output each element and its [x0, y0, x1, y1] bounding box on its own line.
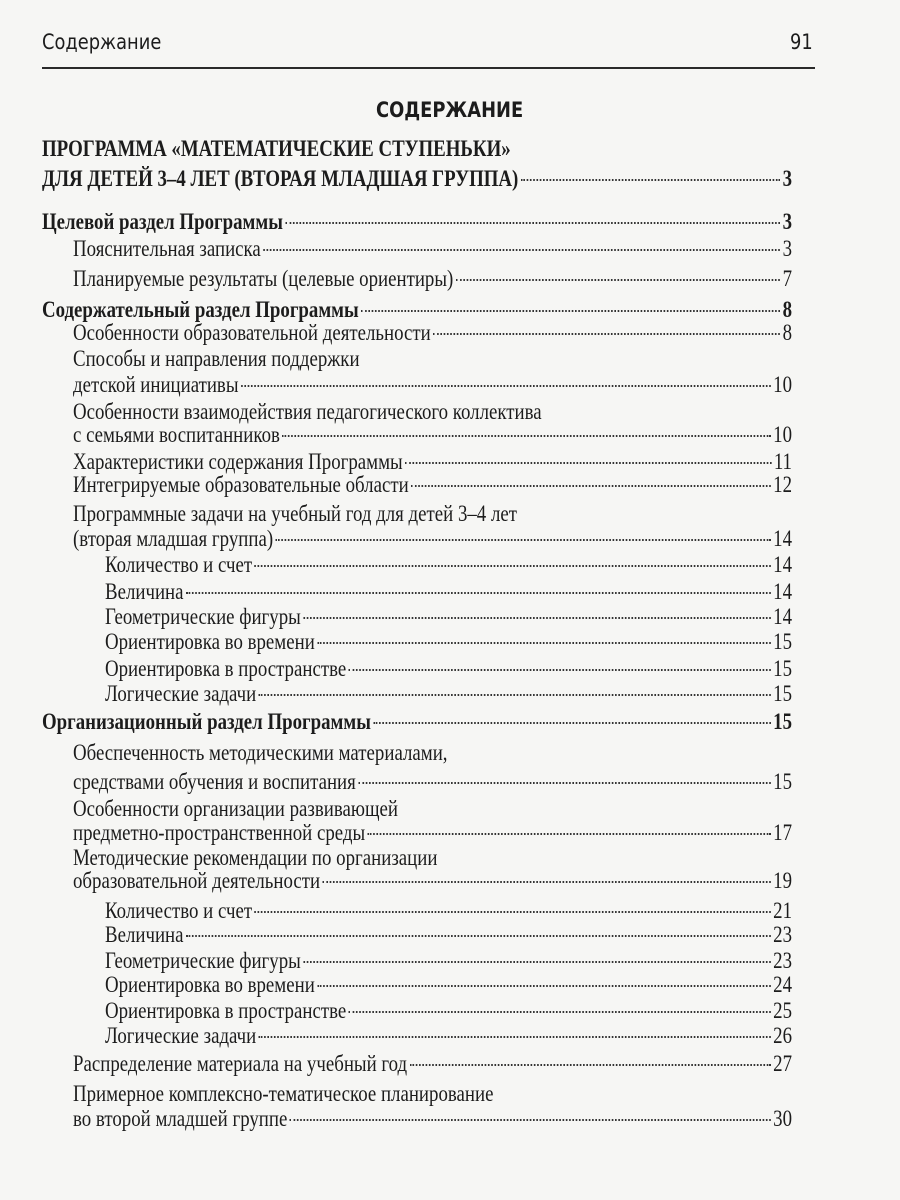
toc-entry-title: детской инициативы: [73, 372, 239, 397]
toc-entry: [73, 1051, 792, 1077]
toc-entry-page: 11: [773, 449, 792, 474]
toc-entry-page: 19: [773, 868, 792, 893]
dot-leader: [373, 722, 770, 724]
dot-leader: [317, 985, 770, 987]
toc-entry: [42, 136, 511, 162]
dot-leader: [285, 222, 780, 224]
toc-entry: [105, 998, 792, 1024]
toc-entry-title: Пояснительная записка: [73, 236, 261, 261]
toc-entry-page: 14: [773, 526, 792, 551]
toc-entry-page: 12: [773, 472, 792, 497]
toc-entry-title: образовательной деятельности: [73, 868, 321, 893]
toc-entry: [73, 820, 792, 846]
toc-entry-title: Методические рекомендации по организации: [73, 845, 438, 870]
toc-entry-title: Особенности взаимодействия педагогического коллектива: [73, 399, 542, 424]
toc-entry: [73, 769, 792, 795]
dot-leader: [456, 279, 780, 281]
dot-leader: [368, 833, 771, 835]
page-title: СОДЕРЖАНИЕ: [376, 98, 524, 122]
toc-entry: [105, 948, 792, 974]
toc-entry: [73, 526, 792, 552]
dot-leader: [405, 462, 771, 464]
toc-entry: [42, 166, 792, 192]
dot-leader: [259, 1036, 771, 1038]
toc-entry: [105, 898, 792, 924]
toc-entry: [73, 868, 792, 894]
toc-entry: [73, 372, 792, 398]
toc-entry-title: Ориентировка в пространстве: [105, 998, 347, 1023]
toc-entry-title: Распределение материала на учебный год: [73, 1051, 408, 1076]
toc-entry-title: Целевой раздел Программы: [42, 209, 283, 234]
toc-entry: [73, 740, 448, 766]
dot-leader: [255, 911, 771, 913]
toc-entry-title: Интегрируемые образовательные области: [73, 472, 409, 497]
toc-entry-page: 21: [773, 898, 792, 923]
toc-entry-page: 14: [773, 552, 792, 577]
toc-entry: [73, 422, 792, 448]
toc-entry-page: 15: [773, 769, 792, 794]
toc-entry-page: 15: [773, 709, 792, 734]
toc-entry-title: (вторая младшая группа): [73, 526, 274, 551]
toc-entry-title: Геометрические фигуры: [105, 948, 301, 973]
dot-leader: [349, 1011, 771, 1013]
toc-entry-page: 24: [773, 972, 792, 997]
toc-entry-page: 7: [782, 266, 792, 291]
toc-entry-title: Количество и счет: [105, 552, 253, 577]
toc-entry-title: Особенности организации развивающей: [73, 796, 398, 821]
running-header-title: Содержание: [42, 30, 162, 54]
toc-entry-title: Логические задачи: [105, 681, 257, 706]
toc-entry: [73, 236, 792, 262]
dot-leader: [410, 1064, 771, 1066]
toc-entry-title: ПРОГРАММА «МАТЕМАТИЧЕСКИЕ СТУПЕНЬКИ»: [42, 136, 511, 161]
toc-entry-page: 27: [773, 1051, 792, 1076]
dot-leader: [290, 1119, 771, 1121]
dot-leader: [241, 385, 771, 387]
dot-leader: [259, 694, 771, 696]
toc-entry: [105, 579, 792, 605]
dot-leader: [521, 179, 780, 181]
toc-entry-title: Планируемые результаты (целевые ориентиры): [73, 266, 454, 291]
toc-entry-page: 15: [773, 629, 792, 654]
dot-leader: [433, 333, 780, 335]
toc-entry: [73, 1081, 493, 1107]
toc-entry-title: Характеристики содержания Программы: [73, 449, 403, 474]
dot-leader: [303, 961, 770, 963]
toc-entry-title: средствами обучения и воспитания: [73, 769, 356, 794]
toc-entry: [73, 501, 517, 527]
toc-entry-page: 25: [773, 998, 792, 1023]
toc-entry-page: 3: [782, 209, 792, 234]
toc-entry: [42, 209, 792, 235]
toc-entry: [105, 604, 792, 630]
toc-entry-page: 15: [773, 656, 792, 681]
toc-entry: [42, 709, 792, 735]
toc-entry-title: Особенности образовательной деятельности: [73, 320, 431, 345]
toc-entry-page: 14: [773, 579, 792, 604]
dot-leader: [276, 539, 771, 541]
toc-entry-page: 10: [773, 422, 792, 447]
toc-entry-title: Ориентировка во времени: [105, 629, 315, 654]
toc-entry: [105, 681, 792, 707]
toc-entry: [73, 346, 360, 372]
toc-entry: [105, 552, 792, 578]
dot-leader: [186, 592, 771, 594]
toc-entry-title: Ориентировка в пространстве: [105, 656, 347, 681]
toc-entry-title: Программные задачи на учебный год для детей 3–4 лет: [73, 501, 517, 526]
toc-entry: [73, 320, 792, 346]
toc-entry-title: предметно-пространственной среды: [73, 820, 366, 845]
header-divider: [42, 67, 815, 69]
toc-entry: [73, 472, 792, 498]
dot-leader: [282, 435, 770, 437]
toc-entry: [73, 796, 398, 822]
toc-entry: [105, 1023, 792, 1049]
toc-entry: [105, 629, 792, 655]
toc-entry-page: 3: [782, 236, 792, 261]
dot-leader: [361, 310, 780, 312]
toc-entry-page: 23: [773, 948, 792, 973]
toc-entry-title: Величина: [105, 922, 184, 947]
toc-entry-page: 10: [773, 372, 792, 397]
dot-leader: [317, 642, 770, 644]
toc-entry-title: Геометрические фигуры: [105, 604, 301, 629]
toc-entry-title: Обеспеченность методическими материалами,: [73, 740, 448, 765]
dot-leader: [349, 669, 771, 671]
toc-entry-title: ДЛЯ ДЕТЕЙ 3–4 ЛЕТ (ВТОРАЯ МЛАДШАЯ ГРУППА): [42, 166, 519, 191]
toc-entry-page: 23: [773, 922, 792, 947]
toc-entry-page: 8: [782, 320, 792, 345]
toc-entry-page: 3: [782, 166, 792, 191]
toc-entry-title: Логические задачи: [105, 1023, 257, 1048]
dot-leader: [255, 565, 771, 567]
dot-leader: [411, 485, 771, 487]
page-number: 91: [790, 30, 813, 54]
dot-leader: [186, 935, 771, 937]
toc-entry: [105, 656, 792, 682]
toc-entry-page: 30: [773, 1106, 792, 1131]
toc-entry-page: 15: [773, 681, 792, 706]
toc-entry: [73, 1106, 792, 1132]
toc-entry-title: с семьями воспитанников: [73, 422, 280, 447]
toc-entry-title: Примерное комплексно-тематическое планирование: [73, 1081, 494, 1106]
toc-entry-title: Ориентировка во времени: [105, 972, 315, 997]
toc-entry-title: Величина: [105, 579, 184, 604]
toc-entry-title: Организационный раздел Программы: [42, 709, 371, 734]
toc-entry-page: 17: [773, 820, 792, 845]
dot-leader: [303, 617, 770, 619]
toc-entry-title: Количество и счет: [105, 898, 253, 923]
dot-leader: [263, 249, 780, 251]
toc-entry-title: во второй младшей группе: [73, 1106, 288, 1131]
toc-entry-page: 14: [773, 604, 792, 629]
dot-leader: [358, 782, 770, 784]
toc-entry: [105, 922, 792, 948]
toc-entry: [105, 972, 792, 998]
toc-entry-page: 26: [773, 1023, 792, 1048]
toc-entry-page: 8: [782, 297, 792, 322]
dot-leader: [323, 881, 771, 883]
toc-entry-title: Способы и направления поддержки: [73, 346, 360, 371]
toc-entry: [73, 266, 792, 292]
toc-entry-title: Содержательный раздел Программы: [42, 297, 359, 322]
